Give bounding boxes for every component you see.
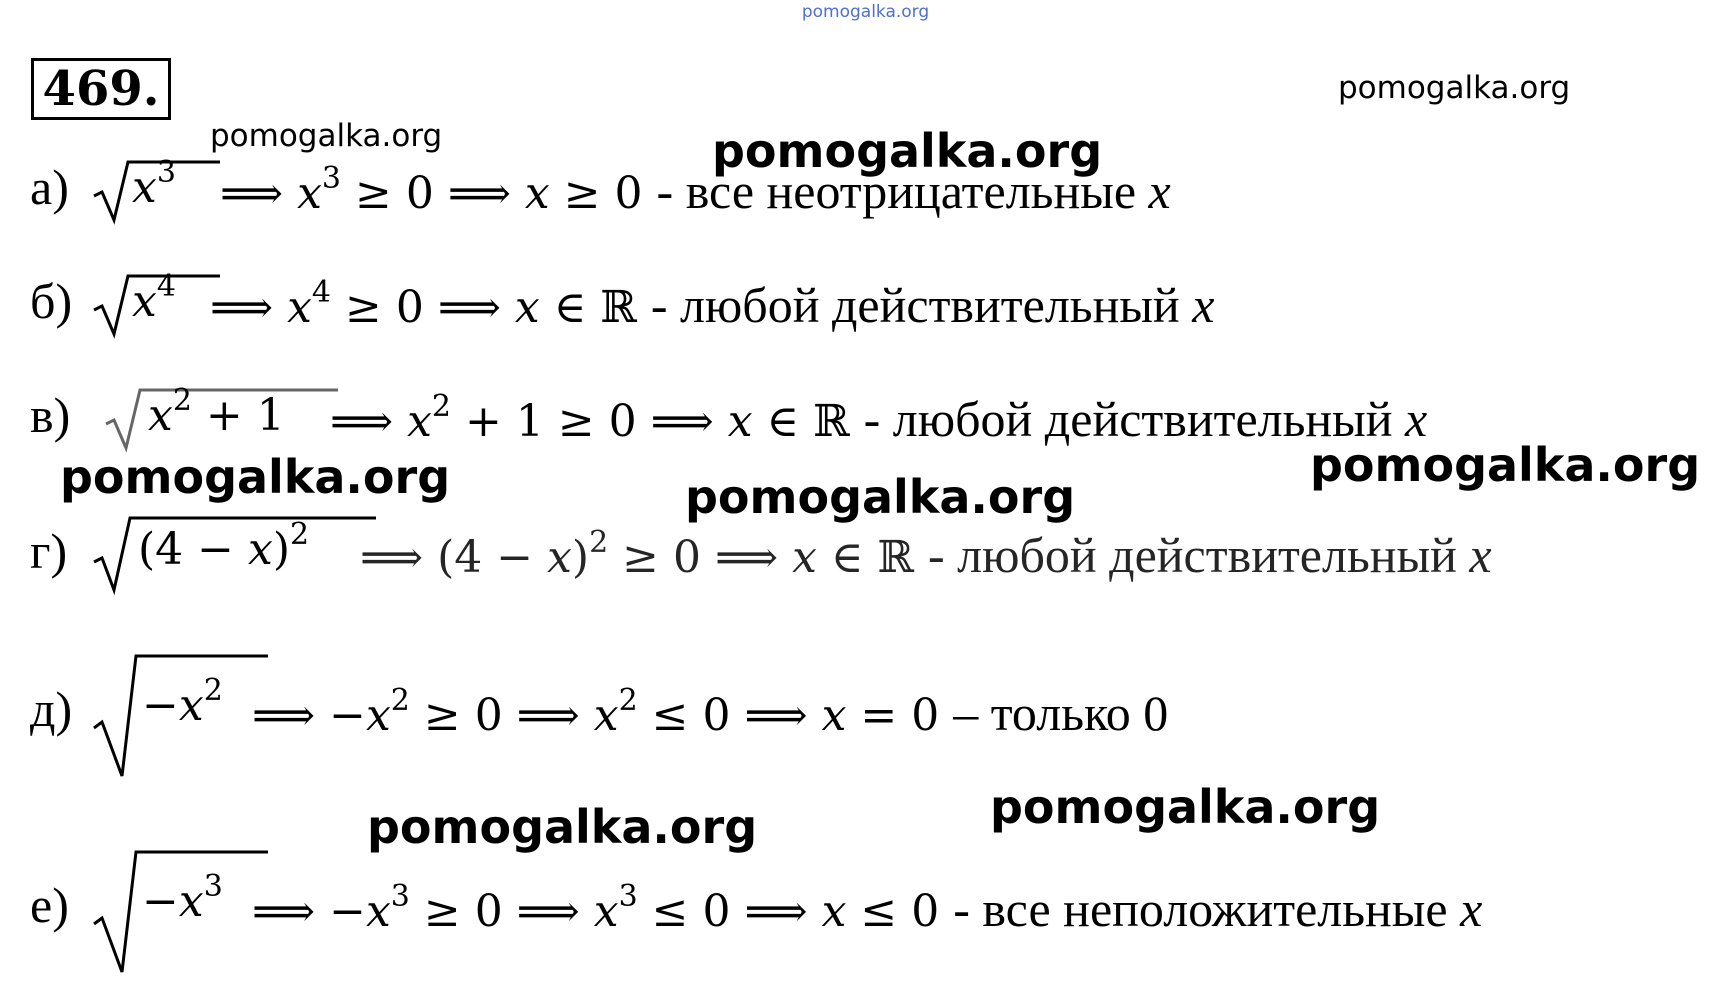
implication-chain: ⟹ $x^2 + 1 \ge 0$ ⟹ x ∈ ℝ - любой действительный x: [330, 389, 1428, 447]
item-label: е): [30, 877, 69, 933]
watermark: pomogalka.org: [685, 470, 1076, 524]
radicand: $x^4$: [132, 269, 176, 327]
watermark: pomogalka.org: [1310, 438, 1701, 492]
watermark: pomogalka.org: [210, 118, 443, 154]
watermark: pomogalka.org: [367, 800, 758, 854]
item-label: в): [30, 387, 71, 443]
problem-number: 469.: [31, 58, 171, 120]
conclusion: - все неотрицательные x: [656, 163, 1171, 219]
conclusion: - любой действительный x: [928, 527, 1492, 583]
site-header-link[interactable]: pomogalka.org: [801, 2, 930, 22]
implication-chain: ⟹ $(4 - x)^2 \ge 0$ ⟹ x ∈ ℝ - любой действительный x: [360, 525, 1492, 583]
conclusion: - любой действительный x: [650, 277, 1215, 333]
conclusion: - все неположительные x: [953, 881, 1483, 937]
item-label: д): [30, 681, 73, 737]
item-label: г): [30, 523, 68, 579]
watermark: pomogalka.org: [712, 124, 1103, 178]
implication-chain: ⟹ $-x^2 \ge 0$ ⟹ $x^2 \le 0$ ⟹ x = 0 – только 0: [252, 683, 1169, 741]
implication-chain: ⟹ $x^3 \ge 0$ ⟹ x ≥ 0 - все неотрицательные x: [220, 161, 1171, 219]
implication-chain: ⟹ $-x^3 \ge 0$ ⟹ $x^3 \le 0$ ⟹ x ≤ 0 - все неположительные x: [252, 879, 1483, 937]
implication-chain: ⟹ $x^4 \ge 0$ ⟹ x ∈ ℝ - любой действительный x: [210, 275, 1215, 333]
radicand: $-x^3$: [142, 869, 223, 927]
item-label: б): [30, 273, 73, 329]
watermark: pomogalka.org: [990, 780, 1381, 834]
conclusion: – только 0: [953, 685, 1169, 741]
radicand: $-x^2$: [142, 673, 223, 731]
watermark: pomogalka.org: [60, 450, 451, 504]
radicand: $x^3$: [132, 155, 176, 213]
watermark: pomogalka.org: [1338, 70, 1571, 106]
radicand: $x^2 + 1$: [148, 383, 285, 441]
item-label: а): [30, 159, 69, 215]
radicand: $(4 - x)^2$: [138, 517, 310, 575]
conclusion: - любой действительный x: [863, 391, 1428, 447]
